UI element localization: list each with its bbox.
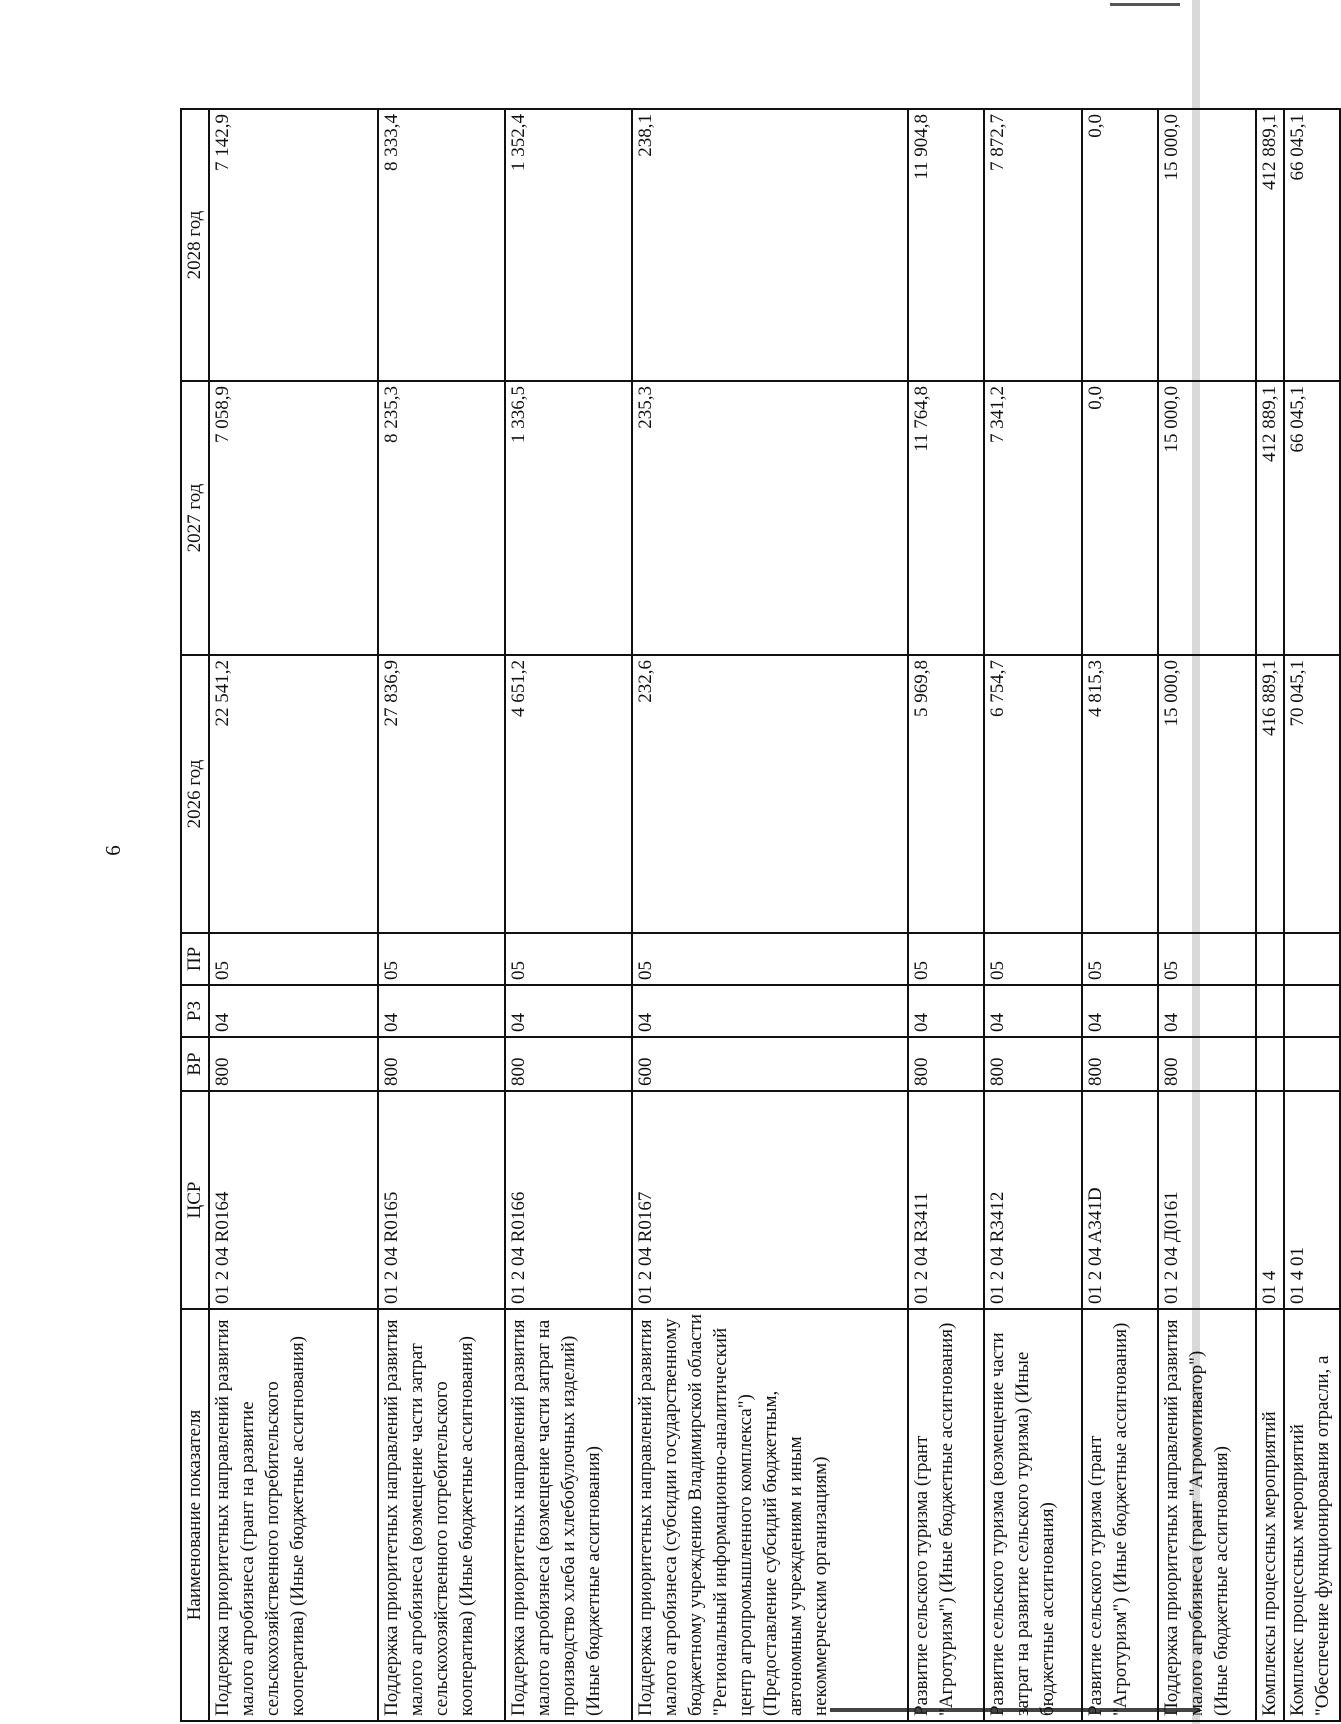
cell-2026: 4 651,2 (505, 655, 632, 933)
cell-vr: 600 (632, 1037, 908, 1091)
cell-pr: 05 (1158, 933, 1256, 985)
cell-2028: 66 045,1 (1284, 109, 1340, 381)
cell-vr: 800 (984, 1037, 1082, 1091)
header-vr: ВР (181, 1037, 209, 1091)
cell-2026: 232,6 (632, 655, 908, 933)
header-2026: 2026 год (181, 655, 209, 933)
budget-table (180, 108, 1341, 1722)
cell-name: Развитие сельского туризма (грант "Агротуризм") (Иные бюджетные ассигнования) (908, 1309, 984, 1721)
table-header-row (181, 109, 209, 1721)
cell-rz: 04 (632, 985, 908, 1037)
cell-2027: 235,3 (632, 381, 908, 655)
cell-2028: 15 000,0 (1158, 109, 1256, 381)
cell-rz: 04 (1082, 985, 1158, 1037)
cell-2026: 70 045,1 (1284, 655, 1340, 933)
cell-2026: 6 754,7 (984, 655, 1082, 933)
header-rz: РЗ (181, 985, 209, 1037)
cell-name: Поддержка приоритетных направлений развития малого агробизнеса (грант "Агромотиватор") (Иные бюджетные ассигнования) (1158, 1309, 1256, 1721)
table-row (1256, 109, 1284, 1721)
cell-2026: 22 541,2 (209, 655, 378, 933)
cell-2028: 8 333,4 (378, 109, 505, 381)
cell-csr: 01 2 04 R0164 (209, 1091, 378, 1309)
table-row (984, 109, 1082, 1721)
cell-pr (1284, 933, 1340, 985)
cell-rz (1284, 985, 1340, 1037)
table-row (1158, 109, 1256, 1721)
page-number: 6 (100, 845, 125, 856)
cell-rz: 04 (505, 985, 632, 1037)
table-row (1082, 109, 1158, 1721)
cell-pr: 05 (908, 933, 984, 985)
cell-2028: 7 142,9 (209, 109, 378, 381)
cell-rz: 04 (1158, 985, 1256, 1037)
cell-csr: 01 2 04 Д0161 (1158, 1091, 1256, 1309)
cell-2027: 15 000,0 (1158, 381, 1256, 655)
header-pr: ПР (181, 933, 209, 985)
cell-vr: 800 (908, 1037, 984, 1091)
cell-name: Комплексы процессных мероприятий (1256, 1309, 1284, 1721)
rotated-table-container (180, 102, 1333, 1722)
cell-name: Развитие сельского туризма (грант "Агротуризм") (Иные бюджетные ассигнования) (1082, 1309, 1158, 1721)
cell-name: Развитие сельского туризма (возмещение части затрат на развитие сельского туризма) (Иные бюджетные ассигнования) (984, 1309, 1082, 1721)
cell-name: Поддержка приоритетных направлений развития малого агробизнеса (грант на развитие сельскохозяйственного потребительского кооператива) (Иные бюджетные ассигнования) (209, 1309, 378, 1721)
header-2027: 2027 год (181, 381, 209, 655)
cell-2028: 7 872,7 (984, 109, 1082, 381)
header-csr: ЦСР (181, 1091, 209, 1309)
cell-2027: 11 764,8 (908, 381, 984, 655)
cell-2026: 5 969,8 (908, 655, 984, 933)
cell-csr: 01 2 04 R3411 (908, 1091, 984, 1309)
table-row (632, 109, 908, 1721)
cell-rz: 04 (209, 985, 378, 1037)
cell-vr: 800 (1158, 1037, 1256, 1091)
cell-2028: 412 889,1 (1256, 109, 1284, 381)
cell-pr (1256, 933, 1284, 985)
cell-2028: 0,0 (1082, 109, 1158, 381)
table-body (209, 109, 1340, 1721)
cell-vr (1256, 1037, 1284, 1091)
cell-rz: 04 (908, 985, 984, 1037)
cell-csr: 01 2 04 A341D (1082, 1091, 1158, 1309)
cell-pr: 05 (505, 933, 632, 985)
cell-vr: 800 (209, 1037, 378, 1091)
cell-2028: 11 904,8 (908, 109, 984, 381)
cell-name: Поддержка приоритетных направлений развития малого агробизнеса (возмещение части затрат на производство хлеба и хлебобулочных изделий) (Иные бюджетные ассигнования) (505, 1309, 632, 1721)
scan-mark-top (1110, 3, 1180, 6)
cell-csr: 01 2 04 R0166 (505, 1091, 632, 1309)
cell-2027: 7 341,2 (984, 381, 1082, 655)
cell-2027: 0,0 (1082, 381, 1158, 655)
cell-pr: 05 (632, 933, 908, 985)
cell-csr: 01 4 (1256, 1091, 1284, 1309)
table-row (1284, 109, 1340, 1721)
cell-2026: 27 836,9 (378, 655, 505, 933)
cell-2027: 1 336,5 (505, 381, 632, 655)
cell-pr: 05 (984, 933, 1082, 985)
cell-2027: 8 235,3 (378, 381, 505, 655)
cell-csr: 01 2 04 R3412 (984, 1091, 1082, 1309)
table-row (209, 109, 378, 1721)
cell-rz (1256, 985, 1284, 1037)
cell-vr: 800 (1082, 1037, 1158, 1091)
table-row (378, 109, 505, 1721)
cell-2028: 1 352,4 (505, 109, 632, 381)
cell-name: Комплекс процессных мероприятий "Обеспечение функционирования отрасли, а (1284, 1309, 1340, 1721)
cell-2026: 4 815,3 (1082, 655, 1158, 933)
cell-rz: 04 (378, 985, 505, 1037)
cell-pr: 05 (209, 933, 378, 985)
cell-2027: 66 045,1 (1284, 381, 1340, 655)
cell-name: Поддержка приоритетных направлений развития малого агробизнеса (возмещение части затрат сельскохозяйственного потребительского кооператива) (Иные бюджетные ассигнования) (378, 1309, 505, 1721)
cell-rz: 04 (984, 985, 1082, 1037)
table-row (908, 109, 984, 1721)
cell-2026: 15 000,0 (1158, 655, 1256, 933)
cell-vr: 800 (378, 1037, 505, 1091)
cell-pr: 05 (1082, 933, 1158, 985)
cell-name: Поддержка приоритетных направлений развития малого агробизнеса (субсидии государственному бюджетному учреждению Владимирской области "Региональный информационно-аналитический центр агропромышленного комплекса") (Предоставление субсидий бюджетным, автономным учреждениям и иным некоммерческим организациям) (632, 1309, 908, 1721)
cell-csr: 01 2 04 R0167 (632, 1091, 908, 1309)
cell-2027: 412 889,1 (1256, 381, 1284, 655)
header-2028: 2028 год (181, 109, 209, 381)
cell-pr: 05 (378, 933, 505, 985)
header-name: Наименование показателя (181, 1309, 209, 1721)
table-row (505, 109, 632, 1721)
cell-vr (1284, 1037, 1340, 1091)
cell-2027: 7 058,9 (209, 381, 378, 655)
cell-csr: 01 4 01 (1284, 1091, 1340, 1309)
cell-2026: 416 889,1 (1256, 655, 1284, 933)
cell-csr: 01 2 04 R0165 (378, 1091, 505, 1309)
cell-2028: 238,1 (632, 109, 908, 381)
cell-vr: 800 (505, 1037, 632, 1091)
